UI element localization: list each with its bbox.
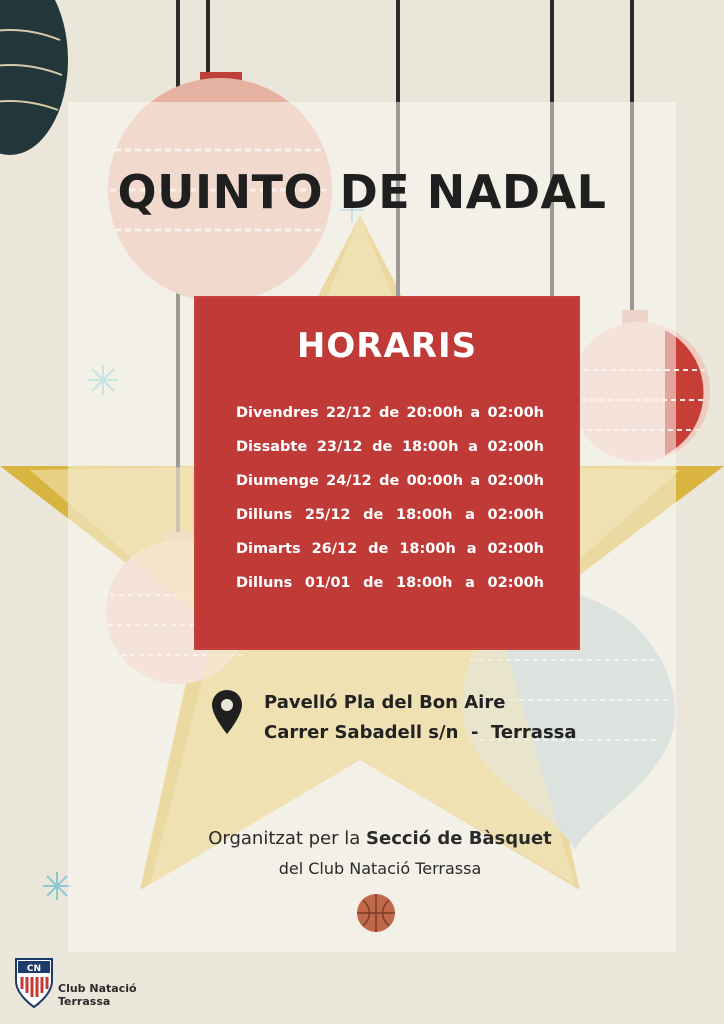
schedule-date: 23/12 xyxy=(316,439,363,455)
schedule-date: 22/12 xyxy=(325,405,372,421)
location-block xyxy=(264,688,577,748)
schedule-a: a xyxy=(468,439,478,455)
club-name-line1: Club Natació xyxy=(58,982,137,995)
schedule-start: 18:00h xyxy=(401,439,459,455)
club-name xyxy=(58,982,137,1008)
schedule-de: de xyxy=(363,575,384,591)
location-venue: Pavelló Pla del Bon Aire xyxy=(264,692,506,713)
schedule-de: de xyxy=(372,439,393,455)
club-name-line2: Terrassa xyxy=(58,995,111,1008)
schedule-day: Divendres xyxy=(236,405,319,421)
map-pin-icon xyxy=(210,688,244,736)
location-address: Carrer Sabadell s/n - Terrassa xyxy=(264,722,577,743)
page-title: QUINTO DE NADAL xyxy=(117,165,607,219)
organizer-line1 xyxy=(0,824,724,854)
schedule-start: 18:00h xyxy=(395,507,453,523)
schedule-date: 24/12 xyxy=(326,473,372,489)
schedule-start: 18:00h xyxy=(399,541,456,557)
club-logo-text: CN xyxy=(26,964,42,974)
schedule-end: 02:00h xyxy=(487,541,544,557)
schedule-date: 01/01 xyxy=(304,575,351,591)
schedule-row xyxy=(236,540,544,574)
schedule-end: 02:00h xyxy=(487,439,544,455)
schedule-end: 02:00h xyxy=(487,473,544,489)
schedule-row xyxy=(236,506,544,540)
schedule-a: a xyxy=(470,405,481,421)
schedule-start: 18:00h xyxy=(395,575,453,591)
schedule-start: 00:00h xyxy=(406,473,464,489)
schedule-de: de xyxy=(379,473,400,489)
organizer-section: Secció de Bàsquet xyxy=(366,828,552,849)
schedule-date: 25/12 xyxy=(304,507,351,523)
schedule-end: 02:00h xyxy=(487,575,544,591)
schedule-row xyxy=(236,404,544,438)
schedule-day: Dilluns xyxy=(236,507,293,523)
schedule-day: Diumenge xyxy=(236,473,319,489)
schedule-de: de xyxy=(368,541,389,557)
schedule-a: a xyxy=(465,575,475,591)
organizer-prefix: Organitzat per la xyxy=(208,828,367,849)
schedule-list xyxy=(236,404,544,608)
schedule-box xyxy=(196,298,578,648)
schedule-row xyxy=(236,472,544,506)
schedule-start: 20:00h xyxy=(406,405,464,421)
schedule-day: Dimarts xyxy=(236,541,301,557)
organizer-block xyxy=(0,824,724,884)
schedule-a: a xyxy=(470,473,481,489)
schedule-a: a xyxy=(466,541,477,557)
schedule-day: Dilluns xyxy=(236,575,293,591)
schedule-de: de xyxy=(378,405,400,421)
schedule-de: de xyxy=(363,507,384,523)
schedule-end: 02:00h xyxy=(487,405,544,421)
schedule-date: 26/12 xyxy=(311,541,358,557)
schedule-day: Dissabte xyxy=(236,439,308,455)
schedule-end: 02:00h xyxy=(487,507,544,523)
schedule-row xyxy=(236,438,544,472)
schedule-row xyxy=(236,574,544,608)
organizer-line2: del Club Natació Terrassa xyxy=(278,859,482,878)
schedule-heading: HORARIS xyxy=(296,326,478,366)
schedule-a: a xyxy=(465,507,475,523)
club-logo-icon xyxy=(14,955,54,1011)
basketball-icon xyxy=(355,892,397,934)
